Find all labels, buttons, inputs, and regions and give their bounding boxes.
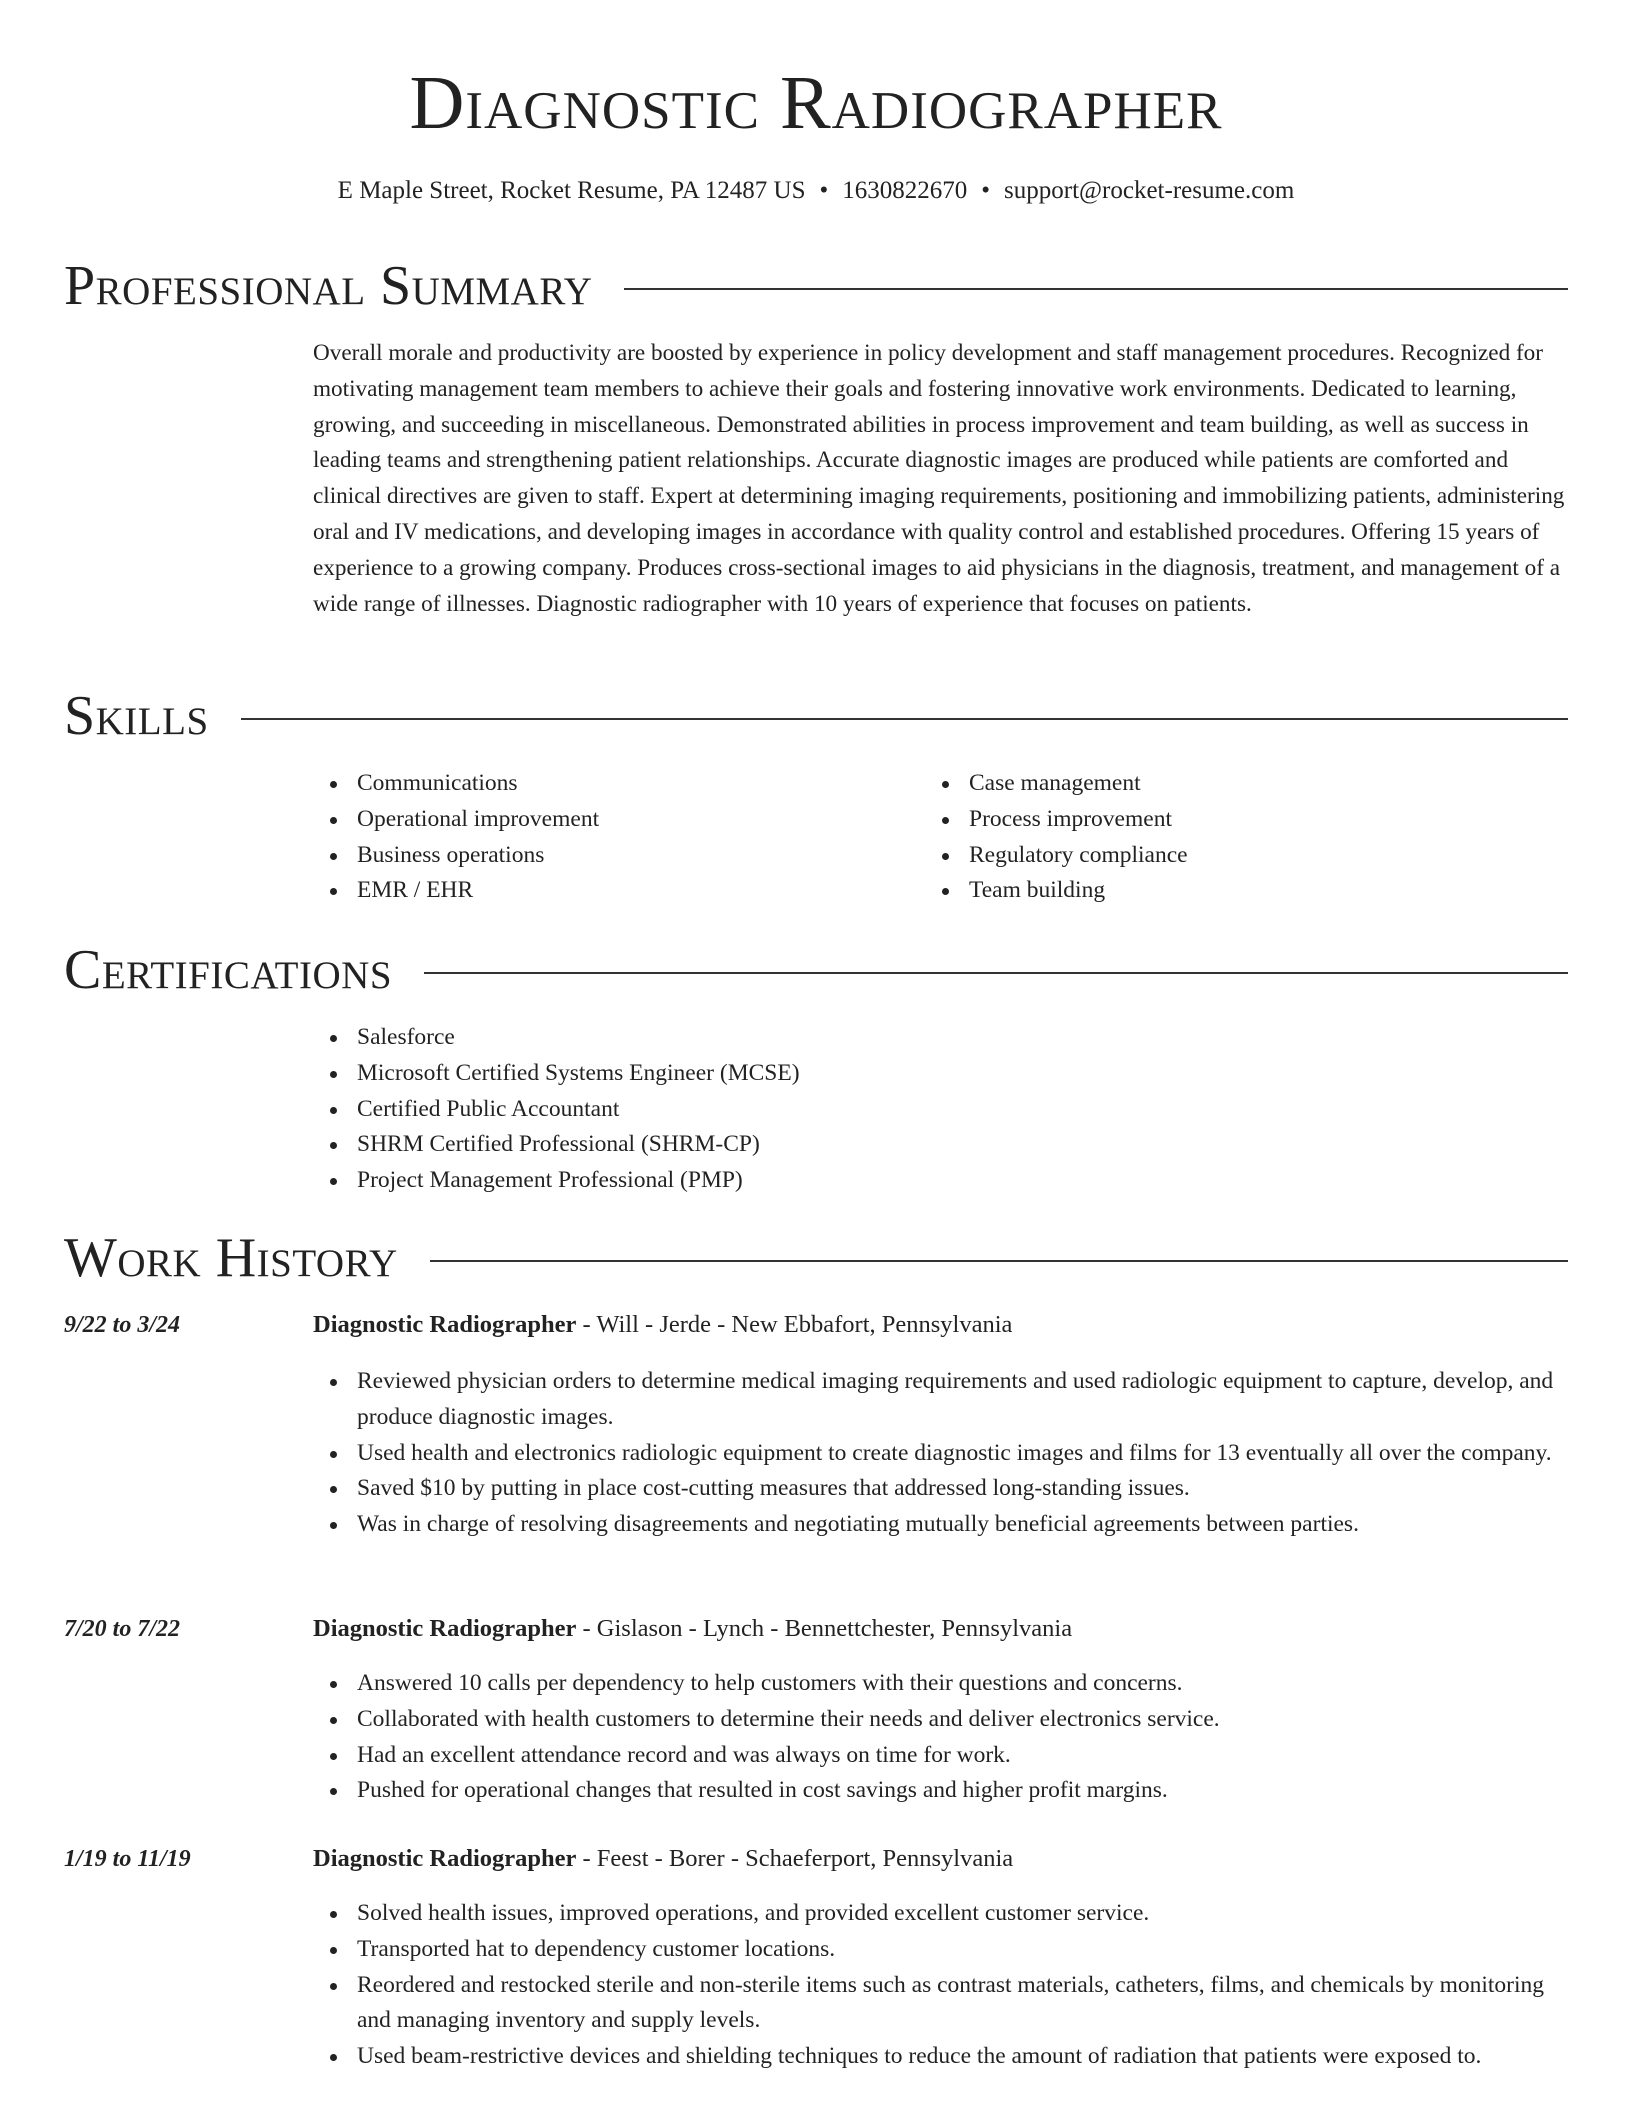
job-bullet: Used health and electronics radiologic equipment to create diagnostic images and films for 13 eventually all over the company. — [357, 1436, 1568, 1472]
job-bullets — [313, 1666, 1568, 1809]
skills-section-title: Skills — [64, 685, 209, 747]
skills-list-right — [925, 766, 1569, 909]
work-section-header — [64, 1228, 1568, 1288]
job-bullets — [313, 1896, 1568, 2075]
job-bullet: Solved health issues, improved operations, and provided excellent customer service. — [357, 1896, 1568, 1932]
job-bullet: Used beam-restrictive devices and shielding techniques to reduce the amount of radiation that patients were exposed to. — [357, 2039, 1568, 2075]
job-role: Diagnostic Radiographer — [313, 1845, 577, 1872]
certification-item: SHRM Certified Professional (SHRM-CP) — [357, 1127, 1557, 1163]
job-employer-location: - Gislason - Lynch - Bennettchester, Pennsylvania — [576, 1615, 1073, 1642]
section-divider — [624, 288, 1568, 290]
contact-separator: • — [981, 177, 991, 204]
job-dates: 1/19 to 11/19 — [64, 1846, 191, 1872]
skills-section-header — [64, 686, 1568, 746]
skill-item: Process improvement — [969, 802, 1569, 838]
summary-text: Overall morale and productivity are boosted by experience in policy development and staff management procedures. Recognized for motivating management team members to achieve their goals and fostering innovative work environments. Dedicated to learning, growing, and succeeding in miscellaneous. Demonstrated abilities in process improvement and team building, as well as success in leading teams and strengthening patient relationships. Accurate diagnostic images are produced while patients are comforted and clinical directives are given to staff. Expert at determining imaging requirements, positioning and immobilizing patients, administering oral and IV medications, and developing images in accordance with quality control and established procedures. Offering 15 years of experience to a growing company. Produces cross-sectional images to aid physicians in the diagnosis, treatment, and management of a wide range of illnesses. Diagnostic radiographer with 10 years of experience that focuses on patients. — [313, 340, 1565, 617]
job-bullet: Reviewed physician orders to determine medical imaging requirements and used radiologic equipment to capture, develop, and produce diagnostic images. — [357, 1364, 1568, 1436]
certifications-section-title: Certifications — [64, 939, 393, 1001]
job-role: Diagnostic Radiographer — [313, 1311, 577, 1338]
skill-item: Team building — [969, 873, 1569, 909]
job-bullets — [313, 1364, 1568, 1543]
job-role: Diagnostic Radiographer — [313, 1615, 577, 1642]
job-bullet: Answered 10 calls per dependency to help customers with their questions and concerns. — [357, 1666, 1568, 1702]
contact-phone: 1630822670 — [842, 177, 968, 204]
job-bullet: Was in charge of resolving disagreements and negotiating mutually beneficial agreements between parties. — [357, 1507, 1568, 1543]
contact-separator: • — [819, 177, 829, 204]
job-heading — [313, 1842, 1568, 1876]
job-heading — [313, 1308, 1568, 1342]
contact-address: E Maple Street, Rocket Resume, PA 12487 US — [337, 177, 806, 204]
certifications-section-header — [64, 940, 1568, 1000]
certification-item: Certified Public Accountant — [357, 1092, 1557, 1128]
skill-item: Operational improvement — [357, 802, 957, 838]
certifications-list — [313, 1020, 1557, 1199]
skill-item: EMR / EHR — [357, 873, 957, 909]
job-bullet: Collaborated with health customers to determine their needs and deliver electronics service. — [357, 1702, 1568, 1738]
certification-item: Salesforce — [357, 1020, 1557, 1056]
job-dates: 9/22 to 3/24 — [64, 1312, 181, 1338]
certification-item: Project Management Professional (PMP) — [357, 1163, 1557, 1199]
job-employer-location: - Feest - Borer - Schaeferport, Pennsylvania — [576, 1845, 1014, 1872]
job-bullet: Pushed for operational changes that resulted in cost savings and higher profit margins. — [357, 1773, 1568, 1809]
summary-section-title: Professional Summary — [64, 255, 593, 317]
job-employer-location: - Will - Jerde - New Ebbafort, Pennsylvania — [576, 1311, 1013, 1338]
skill-item: Business operations — [357, 838, 957, 874]
section-divider — [241, 718, 1568, 720]
job-bullet: Saved $10 by putting in place cost-cutting measures that addressed long-standing issues. — [357, 1471, 1568, 1507]
section-divider — [430, 1260, 1568, 1262]
resume-name: Diagnostic Radiographer — [409, 61, 1223, 145]
section-divider — [424, 972, 1568, 974]
job-bullet: Reordered and restocked sterile and non-sterile items such as contrast materials, catheters, films, and chemicals by monitoring and managing inventory and supply levels. — [357, 1968, 1568, 2040]
skill-item: Communications — [357, 766, 957, 802]
contact-email: support@rocket-resume.com — [1004, 177, 1295, 204]
skill-item: Case management — [969, 766, 1569, 802]
summary-section-header — [64, 256, 1568, 316]
certification-item: Microsoft Certified Systems Engineer (MCSE) — [357, 1056, 1557, 1092]
job-dates: 7/20 to 7/22 — [64, 1616, 181, 1642]
skills-list-left — [313, 766, 957, 909]
work-section-title: Work History — [64, 1227, 398, 1289]
job-heading — [313, 1612, 1568, 1646]
job-bullet: Had an excellent attendance record and was always on time for work. — [357, 1738, 1568, 1774]
skill-item: Regulatory compliance — [969, 838, 1569, 874]
job-bullet: Transported hat to dependency customer locations. — [357, 1932, 1568, 1968]
contact-line — [0, 174, 1632, 208]
